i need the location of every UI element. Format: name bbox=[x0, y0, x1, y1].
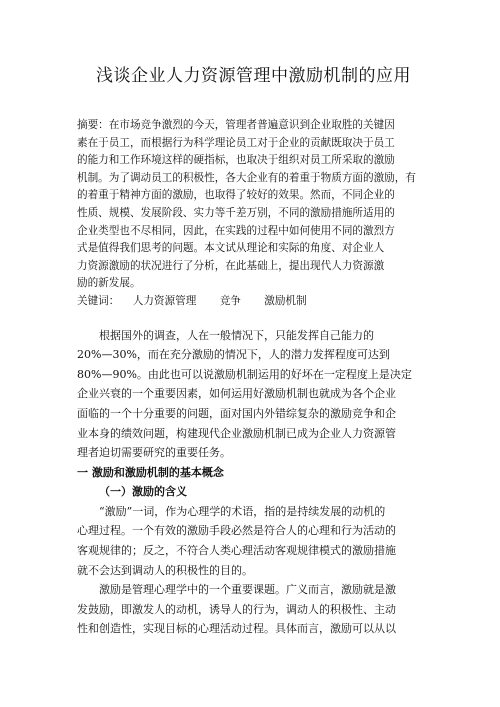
paragraph-line: 心理过程。一个有效的激励手段必然是符合人的心理和行为活动的 bbox=[77, 524, 396, 538]
keyword-item: 人力资源管理 bbox=[132, 294, 197, 307]
abstract-line: 的能力和工作环境这样的硬指标，也取决于组织对员工所采取的激励 bbox=[77, 154, 395, 167]
keyword-item: 激励机制 bbox=[264, 294, 307, 307]
paragraph-line: 性和创造性，实现目标的心理活动过程。具体而言，激励可以从以 bbox=[77, 622, 396, 636]
paragraph-line: 客观规律的；反之，不符合人类心理活动客观规律模式的激励措施 bbox=[77, 544, 396, 558]
abstract-line: 企业类型也不尽相同，因此，在实践的过程中如何使用不同的激烈方 bbox=[77, 224, 395, 237]
abstract-line: 力资源激励的状况进行了分析，在此基础上，提出现代人力资源激 bbox=[77, 259, 385, 272]
abstract bbox=[77, 117, 430, 293]
abstract-line: 机制。为了调动员工的积极性，各大企业有的着重于物质方面的激励，有 bbox=[77, 171, 416, 184]
paragraph-line: 激励是管理心理学中的一个重要课题。广义而言，激励就是激 bbox=[99, 583, 396, 597]
keywords-label: 关键词： bbox=[77, 294, 120, 307]
section-heading: 一 激励和激励机制的基本概念 bbox=[77, 465, 224, 479]
keywords bbox=[77, 293, 430, 311]
page-title: 浅谈企业人力资源管理中激励机制的应用 bbox=[96, 66, 411, 86]
keyword-item: 竞争 bbox=[219, 294, 241, 307]
paragraph-line: 就不会达到调动人的积极性的目的。 bbox=[77, 563, 253, 577]
abstract-line: 素在于员工，而根据行为科学理论员工对于企业的贡献既取决于员工 bbox=[77, 136, 395, 149]
paragraph-line: “激励”一词，作为心理学的术语，指的是持续发展的动机的 bbox=[99, 504, 386, 518]
body-text bbox=[77, 326, 430, 640]
abstract-line: 励的新发展。 bbox=[77, 277, 141, 290]
paragraph-line: 根据国外的调查，人在一般情况下，只能发挥自己能力的 bbox=[99, 328, 374, 342]
paragraph-line: 发鼓励，即激发人的动机，诱导人的行为，调动人的积极性、主动 bbox=[77, 602, 396, 616]
abstract-line: 的着重于精神方面的激励，也取得了较好的效果。然而，不同企业的 bbox=[77, 189, 395, 202]
paragraph-line: 业本身的绩效问题，构建现代企业激励机制已成为企业人力资源管 bbox=[77, 426, 396, 440]
abstract-line: 式是值得我们思考的问题。本文试从理论和实际的角度、对企业人 bbox=[77, 242, 385, 255]
abstract-line: 性质、规模、发展阶段、实力等千差万别，不同的激励措施所适用的 bbox=[77, 206, 395, 219]
paragraph-line: 20%—30%，而在充分激励的情况下，人的潜力发挥程度可达到 bbox=[77, 348, 390, 362]
abstract-line: 摘要：在市场竞争激烈的今天，管理者普遍意识到企业取胜的关键因 bbox=[77, 119, 395, 131]
section-heading: （一）激励的含义 bbox=[99, 485, 187, 499]
paragraph-line: 面临的一个十分重要的问题，面对国内外错综复杂的激励竞争和企 bbox=[77, 406, 396, 420]
paragraph-line: 理者迫切需要研究的重要任务。 bbox=[77, 446, 231, 460]
paragraph-line: 企业兴衰的一个重要因素，如何运用好激励机制也就成为各个企业 bbox=[77, 387, 396, 401]
paragraph-line: 80%—90%。由此也可以说激励机制运用的好坏在一定程度上是决定 bbox=[77, 367, 412, 381]
